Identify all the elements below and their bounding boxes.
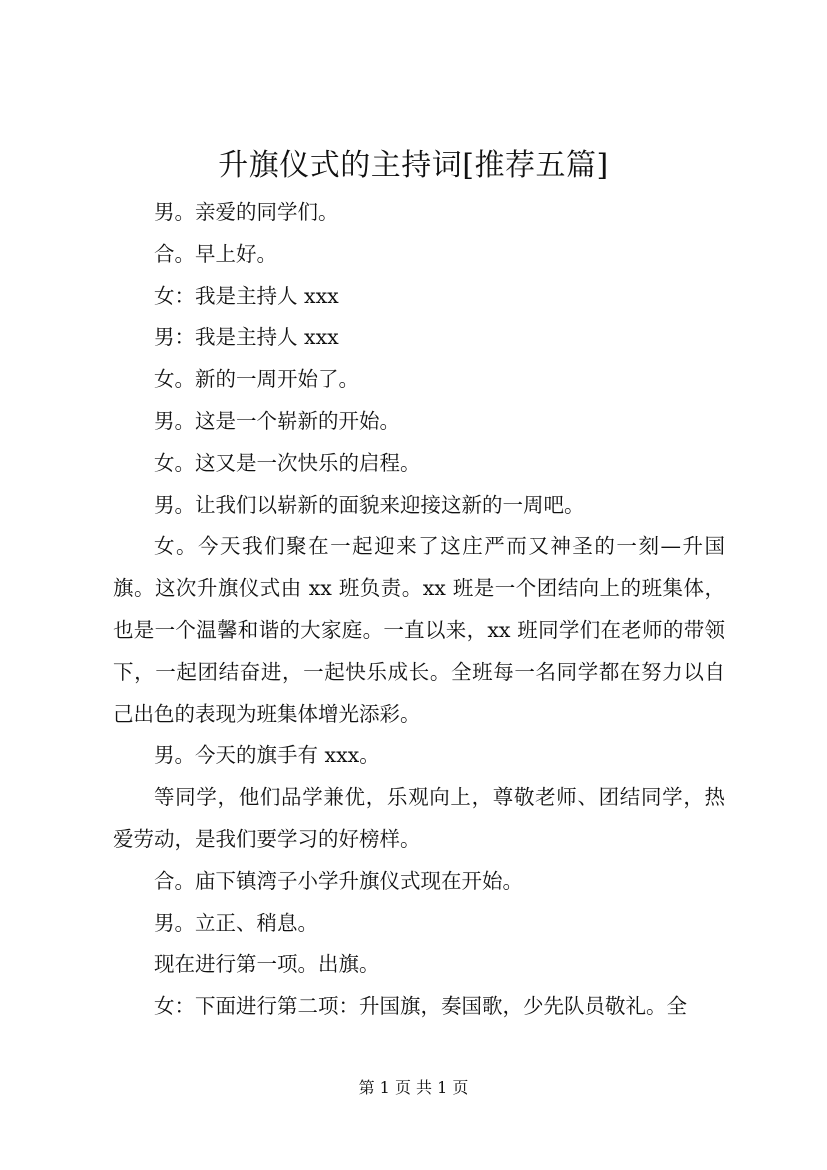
paragraph: 男。这是一个崭新的开始。	[154, 408, 400, 433]
paragraph: 女：我是主持人 xxx	[154, 283, 339, 308]
paragraph: 女：下面进行第二项：升国旗，奏国歌，少先队员敬礼。全	[154, 994, 687, 1019]
paragraph: 合。庙下镇湾子小学升旗仪式现在开始。	[154, 868, 523, 893]
paragraph: 合。早上好。	[154, 241, 277, 266]
paragraph: 男。亲爱的同学们。	[154, 200, 339, 224]
paragraph: 男。立正、稍息。	[154, 910, 318, 935]
paragraph: 男。让我们以崭新的面貌来迎接这新的一周吧。	[154, 492, 585, 517]
paragraph: 男。今天的旗手有 xxx。	[154, 743, 380, 768]
paragraph: 现在进行第一项。出旗。	[154, 952, 380, 977]
paragraph: 女。今天我们聚在一起迎来了这庄严而又神圣的一刻—升国旗。这次升旗仪式由 xx 班负责。xx 班是一个团结向上的班集体，也是一个温馨和谐的大家庭。一直以来，xx 班同学们在老师的带领下，一起团结奋进，一起快乐成长。全班每一名同学都在努力以自己出色的表现为班集体增光添彩。	[113, 534, 725, 726]
document-body	[113, 192, 725, 1028]
paragraph: 男：我是主持人 xxx	[154, 325, 339, 350]
page-footer: 第 1 页 共 1 页	[358, 1078, 469, 1097]
paragraph: 等同学，他们品学兼优，乐观向上，尊敬老师、团结同学，热爱劳动，是我们要学习的好榜样。	[113, 785, 725, 851]
paragraph: 女。这又是一次快乐的启程。	[154, 450, 421, 475]
document-title: 升旗仪式的主持词[推荐五篇]	[218, 148, 609, 183]
paragraph: 女。新的一周开始了。	[154, 367, 359, 392]
